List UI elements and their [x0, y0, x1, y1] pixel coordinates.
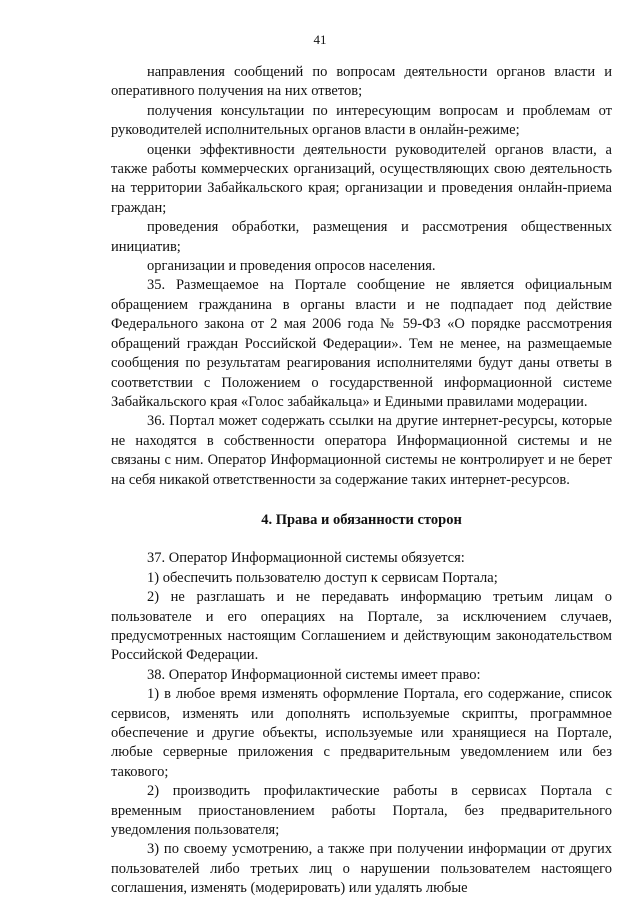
clause-38-item-3: 3) по своему усмотрению, а также при получении информации от других пользователей либо третьих лиц о нарушении пользователем настоящего соглашения, изменять (модерировать) или удалять любые — [111, 841, 612, 897]
clause-35: 35. Размещаемое на Портале сообщение не является официальным обращением гражданина в органы власти и не подпадает под действие Федерального закона от 2 мая 2006 года № 59-ФЗ «О порядке рассмотрения обращений граждан Российской Федерации». Тем не менее, на размещаемые сообщения по результатам реагирования исполнителями будут даны ответы в соответствии с Положением о государственной информационной системе Забайкальского края «Голос забайкальца» и Едиными правилами модерации. — [111, 277, 612, 410]
document-body — [111, 63, 612, 899]
clause-37-item-1: 1) обеспечить пользователю доступ к сервисам Портала; — [147, 569, 498, 586]
paragraph-top-3: проведения обработки, размещения и рассмотрения общественных инициатив; — [111, 219, 612, 255]
spacer — [111, 490, 612, 511]
clause-36: 36. Портал может содержать ссылки на другие интернет-ресурсы, которые не находятся в собственности оператора Информационной системы и не связаны с ним. Оператор Информационной системы не контролирует и не берет на себя никакой ответственности за содержание таких интернет-ресурсов. — [111, 413, 612, 488]
paragraph-top-4: организации и проведения опросов населения. — [147, 258, 436, 275]
section-heading: 4. Права и обязанности сторон — [261, 511, 462, 528]
clause-37-item-2: 2) не разглашать и не передавать информацию третьим лицам о пользователе и его операциях на Портале, за исключением случаев, предусмотренных настоящим Соглашением и действующим законодательством Российской Федерации. — [111, 589, 612, 664]
paragraph-top-2: оценки эффективности деятельности руководителей органов власти, а также работы коммерческих организаций, осуществляющих свою деятельность на территории Забайкальского края; организации и проведения онлайн-приема граждан; — [111, 141, 612, 216]
page-number: 41 — [313, 32, 327, 47]
clause-38-item-2: 2) производить профилактические работы в сервисах Портала с временным приостановлением работы Портала, без предварительного уведомления пользователя; — [111, 783, 612, 839]
spacer — [111, 530, 612, 549]
clause-38-item-1: 1) в любое время изменять оформление Портала, его содержание, список сервисов, изменять или дополнять используемые скрипты, программное обеспечение и другие объекты, используемые или хранящиеся на Портале, любые серверные приложения с предварительным уведомлением или без такового; — [111, 686, 612, 780]
paragraph-top-1: получения консультации по интересующим вопросам и проблемам от руководителей исполнительных органов власти в онлайн-режиме; — [111, 102, 612, 139]
clause-37: 37. Оператор Информационной системы обязуется: — [147, 550, 465, 567]
paragraph-top-0: направления сообщений по вопросам деятельности органов власти и оперативного получения на них ответов; — [111, 64, 612, 100]
clause-38: 38. Оператор Информационной системы имеет право: — [147, 666, 481, 683]
